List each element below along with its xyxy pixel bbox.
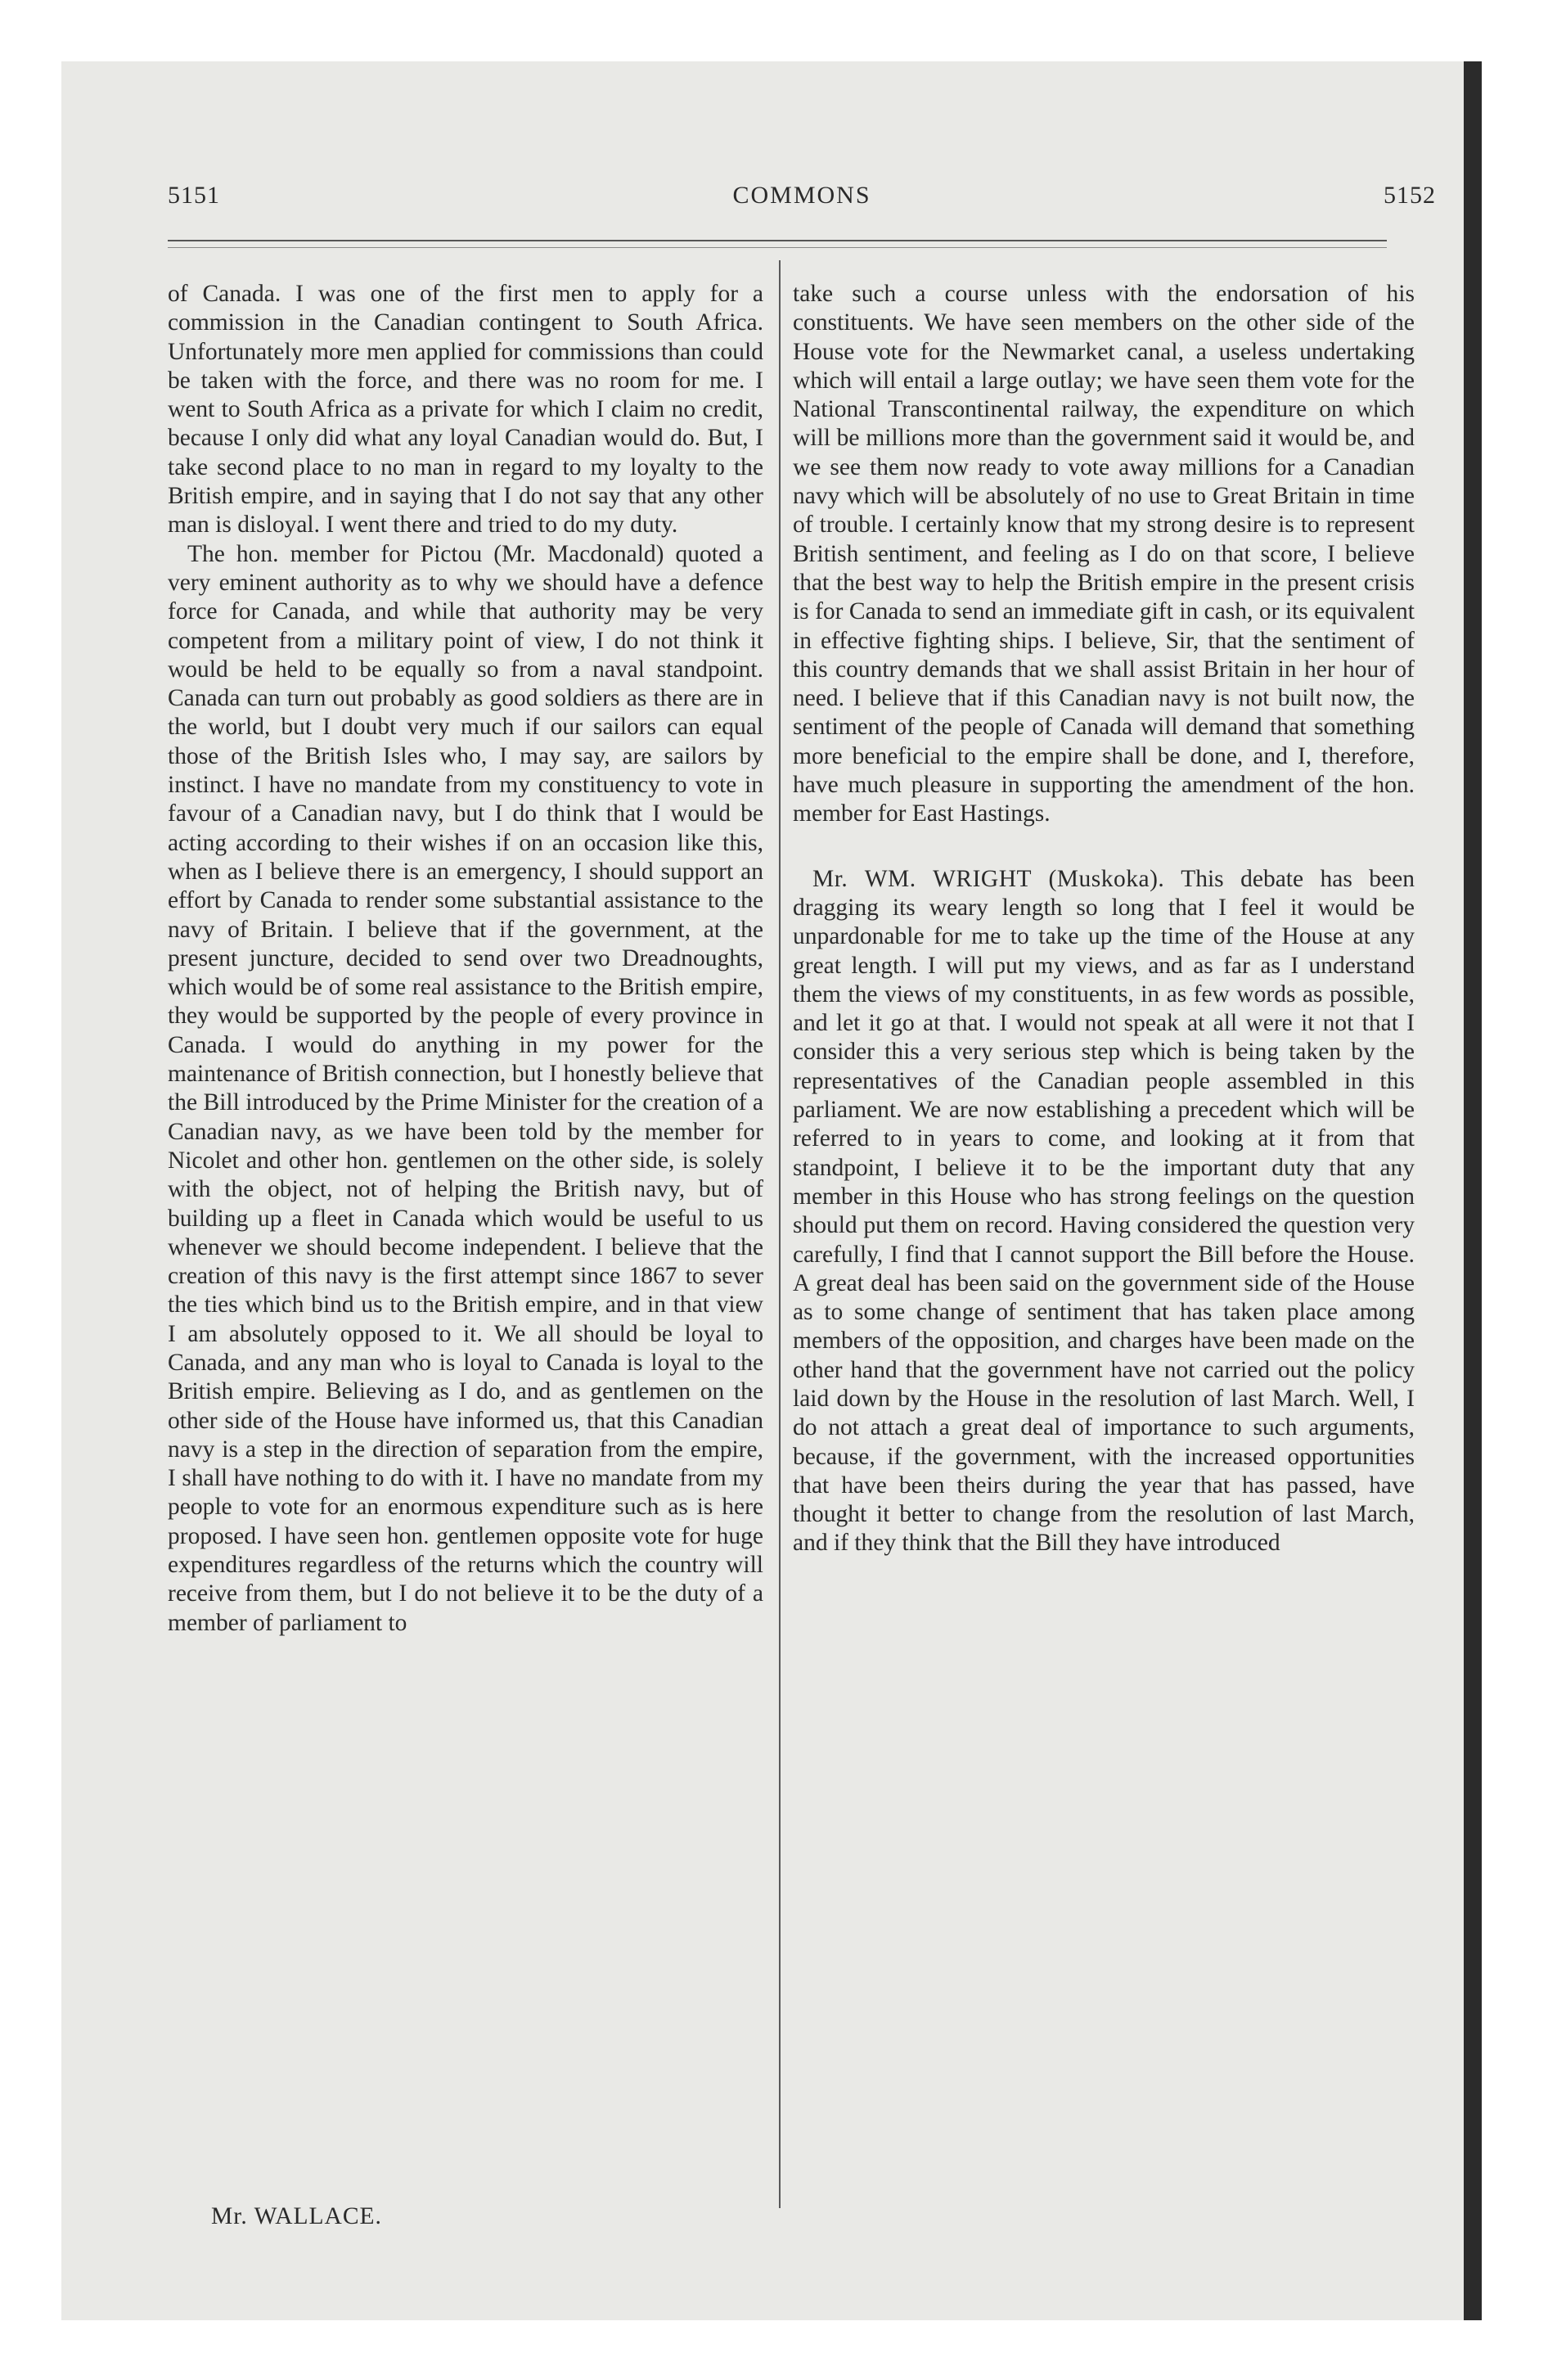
column-divider: [779, 260, 781, 2208]
speaker-name: Mr. WM. WRIGHT (Muskoka).: [812, 865, 1165, 892]
page-edge-shadow: [1464, 61, 1482, 2320]
left-paragraph-2: The hon. member for Pictou (Mr. Macdonald) quoted a very eminent authority as to why we should have a defence force for Canada, and while that authority may be very competent from a military point of view, I do not think it would be held to be equally so from a naval standpoint. Canada can turn out probably as good soldiers as there are in the world, but I doubt very much if our sailors can equal those of the British Isles who, I may say, are sailors by instinct. I have no mandate from my constituency to vote in favour of a Canadian navy, but I do think that I would be acting according to their wishes if on an occasion like this, when as I believe there is an emergency, I should support an effort by Canada to render some substantial assistance to the navy of Britain. I believe that if the government, at the present juncture, decided to send over two Dreadnoughts, which would be of some real assistance to the British empire, they would be supported by the people of every province in Canada. I would do anything in my power for the maintenance of British connection, but I honestly believe that the Bill introduced by the Prime Minister for the creation of a Canadian navy, as we have been told by the member for Nicolet and other hon. gentlemen on the other side, is solely with the object, not of helping the British navy, but of building up a fleet in Canada which would be useful to us whenever we should become independent. I believe that the creation of this navy is the first attempt since 1867 to sever the ties which bind us to the British empire, and in that view I am absolutely opposed to it. We all should be loyal to Canada, and any man who is loyal to Canada is loyal to the British empire. Believing as I do, and as gentlemen on the other side of the House have informed us, that this Canadian navy is a step in the direction of separation from the empire, I shall have nothing to do with it. I have no mandate from my people to vote for an enormous expenditure such as is here proposed. I have seen hon. gentlemen opposite vote for huge expenditures regardless of the returns which the country will receive from them, but I do not believe it to be the duty of a member of parliament to: [168, 540, 763, 1636]
page-number-right: 5152: [1384, 182, 1436, 209]
page-title: COMMONS: [732, 182, 871, 209]
running-footer-speaker: Mr. WALLACE.: [211, 2203, 382, 2229]
header-rule-thin: [168, 247, 1387, 248]
speech-paragraph: [793, 865, 1415, 1558]
left-column: [168, 280, 763, 1638]
speech-text: This debate has been dragging its weary length so long that I feel it would be unpardonable for me to take up the time of the House at any great length. I will put my views, and as far as I understand them the views of my constituents, in as few words as possible, and let it go at that. I would not speak at all were it not that I consider this a very serious step which is being taken by the representatives of the Canadian people assembled in this parliament. We are now establishing a precedent which will be referred to in years to come, and looking at it from that standpoint, I believe it to be the important duty that any member in this House who has strong feelings on the question should put them on record. Having considered the question very carefully, I find that I cannot support the Bill before the House. A great deal has been said on the government side of the House as to some change of sentiment that has taken place among members of the opposition, and charges have been made on the other hand that the government have not carried out the policy laid down by the House in the resolution of last March. Well, I do not attach a great deal of importance to such arguments, because, if the government, with the increased opportunities that have been theirs during the year that has passed, have thought it better to change from the resolution of last March, and if they think that the Bill they have introduced: [793, 865, 1415, 1557]
page-header: [168, 182, 1436, 214]
page-number-left: 5151: [168, 182, 220, 209]
right-paragraph-1: take such a course unless with the endorsation of his constituents. We have seen members on the other side of the House vote for the Newmarket canal, a useless undertaking which will entail a large outlay; we have seen them vote for the National Transcontinental railway, the expenditure on which will be millions more than the government said it would be, and we see them now ready to vote away millions for a Canadian navy which will be absolutely of no use to Great Britain in time of trouble. I certainly know that my strong desire is to represent British sentiment, and feeling as I do on that score, I believe that the best way to help the British empire in the present crisis is for Canada to send an immediate gift in cash, or its equivalent in effective fighting ships. I believe, Sir, that the sentiment of this country demands that we shall assist Britain in her hour of need. I believe that if this Canadian navy is not built now, the sentiment of the people of Canada will demand that something more beneficial to the empire shall be done, and I, therefore, have much pleasure in supporting the amendment of the hon. member for East Hastings.: [793, 281, 1415, 827]
header-rule: [168, 240, 1387, 241]
right-column: [793, 280, 1415, 1558]
left-paragraph-1: of Canada. I was one of the first men to apply for a commission in the Canadian contingent to South Africa. Unfortunately more men applied for commissions than could be taken with the force, and there was no room for me. I went to South Africa as a private for which I claim no credit, because I only did what any loyal Canadian would do. But, I take second place to no man in regard to my loyalty to the British empire, and in saying that I do not say that any other man is disloyal. I went there and tried to do my duty.: [168, 281, 763, 539]
